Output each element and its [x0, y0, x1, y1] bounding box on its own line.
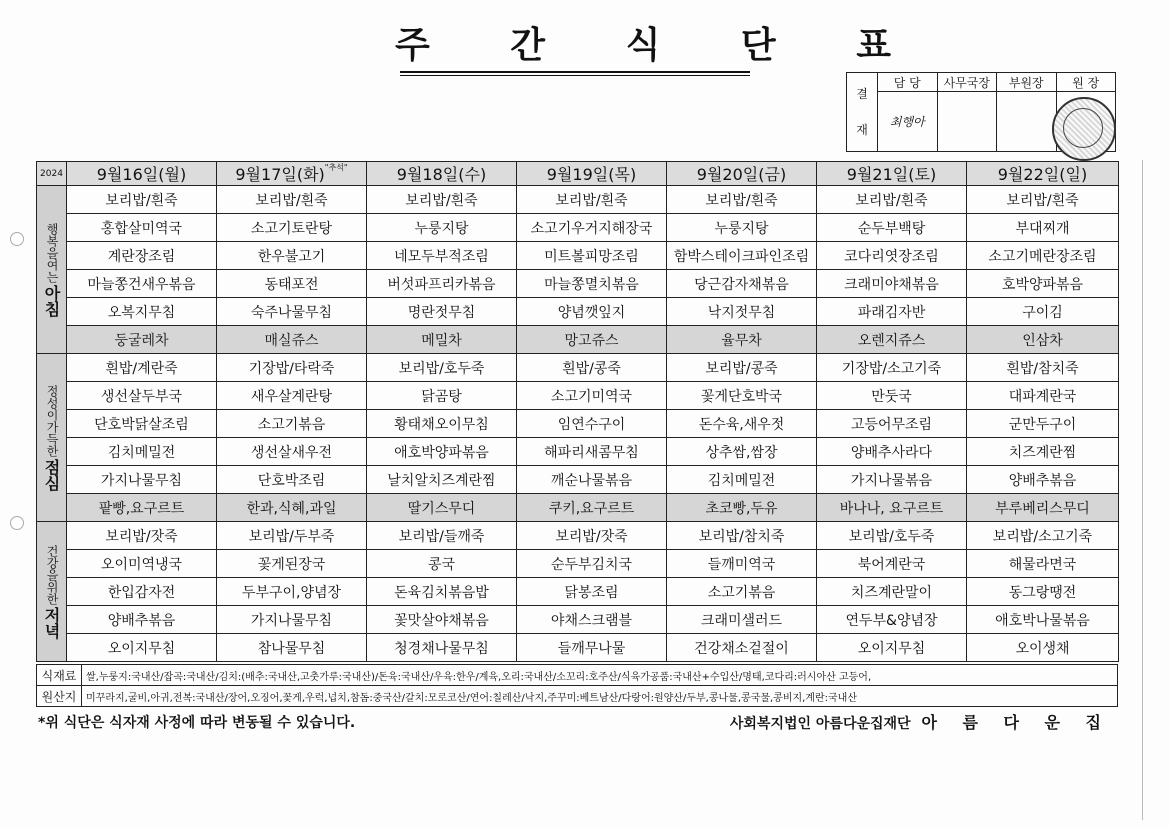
approval-header-vice-director: 부원장: [997, 73, 1057, 92]
menu-cell: 애호박양파볶음: [367, 438, 517, 466]
dinner-row: [37, 550, 1119, 578]
lunch-row: [37, 382, 1119, 410]
menu-cell: 보리밥/잣죽: [67, 522, 217, 550]
lunch-row: [37, 438, 1119, 466]
snack-cell: 한과,식혜,과일: [217, 494, 367, 522]
menu-cell: 숙주나물무침: [217, 298, 367, 326]
menu-cell: 버섯파프리카볶음: [367, 270, 517, 298]
menu-cell: 한입감자전: [67, 578, 217, 606]
menu-cell: 코다리엿장조림: [817, 242, 967, 270]
menu-cell: 양배추볶음: [67, 606, 217, 634]
snack-cell: 초코빵,두유: [667, 494, 817, 522]
menu-cell: 양념깻잎지: [517, 298, 667, 326]
menu-cell: 치즈계란말이: [817, 578, 967, 606]
menu-cell: 보리밥/흰죽: [67, 186, 217, 214]
approval-signature: 최행아: [878, 92, 938, 152]
menu-cell: 미트볼피망조림: [517, 242, 667, 270]
menu-cell: 누룽지탕: [667, 214, 817, 242]
menu-cell: 보리밥/두부죽: [217, 522, 367, 550]
menu-cell: 보리밥/소고기죽: [967, 522, 1119, 550]
lunch-row: [37, 410, 1119, 438]
menu-cell: 네모두부적조림: [367, 242, 517, 270]
menu-cell: 소고기볶음: [217, 410, 367, 438]
meal-label-small: 행복을여는: [45, 222, 59, 283]
menu-cell: 돈육김치볶음밥: [367, 578, 517, 606]
menu-cell: 함박스테이크파인조림: [667, 242, 817, 270]
menu-cell: 양배추사라다: [817, 438, 967, 466]
menu-cell: 보리밥/흰죽: [517, 186, 667, 214]
menu-cell: 명란젓무침: [367, 298, 517, 326]
menu-cell: 보리밥/참치죽: [667, 522, 817, 550]
day-date: 9월17일(화): [235, 165, 325, 184]
menu-cell: 꽃맛살야채볶음: [367, 606, 517, 634]
breakfast-row: [37, 242, 1119, 270]
menu-cell: 호박양파볶음: [967, 270, 1119, 298]
title-underline: [400, 71, 750, 73]
menu-cell: 순두부김치국: [517, 550, 667, 578]
holiday-note: "추석": [324, 163, 348, 172]
menu-cell: 보리밥/잣죽: [517, 522, 667, 550]
day-header: [517, 162, 667, 186]
menu-cell: 부대찌개: [967, 214, 1119, 242]
menu-cell: 군만두구이: [967, 410, 1119, 438]
menu-cell: 당근감자채볶음: [667, 270, 817, 298]
menu-cell: 야채스크램블: [517, 606, 667, 634]
dinner-row: [37, 606, 1119, 634]
menu-cell: 흰밥/콩죽: [517, 354, 667, 382]
origin-line: 쌀,누룽지:국내산/잡곡:국내산/김치:(배추:국내산,고춧가루:국내산)/돈육:국내산/우육:한우/계육,오리:국내산/소꼬리:호주산/식육가공품:국내산+수입산/명태,코다리:러시아산 고등어,: [82, 665, 1118, 686]
day-date: 9월19일(목): [546, 165, 637, 184]
menu-cell: 소고기메란장조림: [967, 242, 1119, 270]
menu-cell: 소고기볶음: [667, 578, 817, 606]
lunch-row: [37, 466, 1119, 494]
day-header: [667, 162, 817, 186]
menu-cell: 새우살계란탕: [217, 382, 367, 410]
menu-cell: 크래미샐러드: [667, 606, 817, 634]
official-seal-icon: [1052, 97, 1116, 161]
menu-cell: 날치알치즈계란찜: [367, 466, 517, 494]
breakfast-row: [37, 186, 1119, 214]
menu-cell: 오이지무침: [817, 634, 967, 662]
menu-cell: 두부구이,양념장: [217, 578, 367, 606]
day-header: [817, 162, 967, 186]
menu-cell: 기장밥/타락죽: [217, 354, 367, 382]
menu-cell: 동태포전: [217, 270, 367, 298]
meal-label-dinner: [37, 522, 67, 662]
menu-cell: 돈수육,새우젓: [667, 410, 817, 438]
menu-cell: 보리밥/흰죽: [967, 186, 1119, 214]
approval-label: [847, 73, 878, 152]
day-header: [967, 162, 1119, 186]
breakfast-row: [37, 270, 1119, 298]
origin-label-origin: 원산지: [37, 686, 82, 707]
menu-cell: 깨순나물볶음: [517, 466, 667, 494]
approval-header-secretary: 사무국장: [937, 73, 997, 92]
menu-cell: 누룽지탕: [367, 214, 517, 242]
drink-cell: 매실쥬스: [217, 326, 367, 354]
menu-cell: 들깨미역국: [667, 550, 817, 578]
menu-cell: 청경채나물무침: [367, 634, 517, 662]
day-date: 9월16일(월): [96, 165, 187, 184]
menu-cell: 가지나물무침: [67, 466, 217, 494]
meal-label-big: 아침: [42, 284, 61, 317]
approval-label-bottom: 재: [856, 123, 868, 137]
meal-label-lunch: [37, 354, 67, 522]
menu-cell: 보리밥/들깨죽: [367, 522, 517, 550]
menu-cell: 김치메밀전: [667, 466, 817, 494]
menu-cell: 해파리새콤무침: [517, 438, 667, 466]
drink-cell: 망고쥬스: [517, 326, 667, 354]
menu-cell: 오이미역냉국: [67, 550, 217, 578]
meal-label-breakfast: [37, 186, 67, 354]
menu-cell: 기장밥/소고기죽: [817, 354, 967, 382]
dinner-row: [37, 634, 1119, 662]
menu-cell: 보리밥/호두죽: [817, 522, 967, 550]
menu-cell: 북어계란국: [817, 550, 967, 578]
day-date: 9월22일(일): [997, 165, 1088, 184]
menu-cell: 보리밥/흰죽: [667, 186, 817, 214]
menu-cell: 보리밥/콩죽: [667, 354, 817, 382]
approval-sign-empty: [937, 92, 997, 152]
approval-header-director: 원 장: [1056, 73, 1116, 92]
hole-top: [10, 232, 24, 246]
menu-cell: 낙지젓무침: [667, 298, 817, 326]
menu-cell: 순두부백탕: [817, 214, 967, 242]
menu-cell: 파래김자반: [817, 298, 967, 326]
menu-cell: 계란장조림: [67, 242, 217, 270]
menu-cell: 만둣국: [817, 382, 967, 410]
menu-cell: 보리밥/흰죽: [367, 186, 517, 214]
menu-cell: 대파계란국: [967, 382, 1119, 410]
weekly-menu-table: [36, 161, 1119, 662]
menu-cell: 흰밥/계란죽: [67, 354, 217, 382]
origin-label-ingredients: 식재료: [37, 665, 82, 686]
menu-cell: 김치메밀전: [67, 438, 217, 466]
menu-cell: 가지나물무침: [217, 606, 367, 634]
breakfast-row: [37, 298, 1119, 326]
drink-cell: 율무차: [667, 326, 817, 354]
day-date: 9월20일(금): [696, 165, 787, 184]
menu-cell: 소고기미역국: [517, 382, 667, 410]
snack-cell: 딸기스무디: [367, 494, 517, 522]
menu-cell: 고등어무조림: [817, 410, 967, 438]
approval-sign-empty: [997, 92, 1057, 152]
menu-cell: 콩국: [367, 550, 517, 578]
menu-cell: 보리밥/호두죽: [367, 354, 517, 382]
menu-cell: 양배추볶음: [967, 466, 1119, 494]
meal-label-small: 정성이가득한: [45, 384, 59, 457]
organization-foundation: 사회복지법인 아름다운집재단: [729, 716, 911, 732]
day-date: 9월21일(토): [846, 165, 937, 184]
menu-cell: 들깨무나물: [517, 634, 667, 662]
menu-cell: 보리밥/흰죽: [217, 186, 367, 214]
approval-label-top: 결: [856, 87, 868, 101]
snack-cell: 바나나, 요구르트: [817, 494, 967, 522]
menu-cell: 단호박닭살조림: [67, 410, 217, 438]
menu-cell: 애호박나물볶음: [967, 606, 1119, 634]
title-underline-thin: [400, 75, 750, 76]
menu-cell: 황태채오이무침: [367, 410, 517, 438]
menu-cell: 소고기토란탕: [217, 214, 367, 242]
menu-cell: 크래미야채볶음: [817, 270, 967, 298]
menu-cell: 생선살두부국: [67, 382, 217, 410]
origin-line: 미꾸라지,굴비,아귀,전복:국내산/장어,오징어,꽃게,우럭,넙치,참돔:중국산/갈치:모로코산/연어:칠레산/낙지,주꾸미:베트남산/다랑어:원양산/두부,콩나물,콩국물,콩비지,계란:국내산: [82, 686, 1118, 707]
menu-cell: 해물라면국: [967, 550, 1119, 578]
organization-home: 아 름 다 운 집: [921, 713, 1111, 732]
day-header: [217, 162, 367, 186]
menu-cell: 단호박조림: [217, 466, 367, 494]
breakfast-drink-row: [37, 326, 1119, 354]
meal-label-small: 건강을위한: [45, 544, 59, 605]
menu-cell: 마늘쫑건새우볶음: [67, 270, 217, 298]
day-header-row: [37, 162, 1119, 186]
menu-cell: 흰밥/참치죽: [967, 354, 1119, 382]
meal-label-big: 점심: [42, 458, 61, 491]
snack-cell: 부루베리스무디: [967, 494, 1119, 522]
menu-cell: 건강채소겉절이: [667, 634, 817, 662]
menu-cell: 오복지무침: [67, 298, 217, 326]
menu-cell: 가지나물볶음: [817, 466, 967, 494]
snack-cell: 팥빵,요구르트: [67, 494, 217, 522]
menu-cell: 닭봉조림: [517, 578, 667, 606]
lunch-snack-row: [37, 494, 1119, 522]
year-cell: 2024: [37, 162, 67, 186]
menu-cell: 구이김: [967, 298, 1119, 326]
hole-bottom: [10, 516, 24, 530]
menu-cell: 임연수구이: [517, 410, 667, 438]
dinner-row: [37, 522, 1119, 550]
menu-cell: 보리밥/흰죽: [817, 186, 967, 214]
approval-header-staff: 담 당: [878, 73, 938, 92]
menu-cell: 상추쌈,쌈장: [667, 438, 817, 466]
ingredient-origin-table: [36, 664, 1118, 707]
menu-cell: 참나물무침: [217, 634, 367, 662]
drink-cell: 인삼차: [967, 326, 1119, 354]
menu-cell: 한우불고기: [217, 242, 367, 270]
menu-cell: 생선살새우전: [217, 438, 367, 466]
drink-cell: 오렌지쥬스: [817, 326, 967, 354]
menu-cell: 오이지무침: [67, 634, 217, 662]
menu-cell: 마늘쫑멸치볶음: [517, 270, 667, 298]
meal-label-big: 저녁: [42, 606, 61, 639]
page-title: 주 간 식 단 표: [395, 25, 926, 66]
organization-name: [730, 710, 1111, 733]
breakfast-row: [37, 214, 1119, 242]
drink-cell: 둥굴레차: [67, 326, 217, 354]
day-header: [67, 162, 217, 186]
drink-cell: 메밀차: [367, 326, 517, 354]
snack-cell: 쿠키,요구르트: [517, 494, 667, 522]
menu-cell: 연두부&양념장: [817, 606, 967, 634]
page-edge-line: [1142, 160, 1143, 820]
menu-cell: 소고기우거지해장국: [517, 214, 667, 242]
menu-cell: 닭곰탕: [367, 382, 517, 410]
menu-cell: 꽃게단호박국: [667, 382, 817, 410]
menu-cell: 동그랑땡전: [967, 578, 1119, 606]
dinner-row: [37, 578, 1119, 606]
day-date: 9월18일(수): [396, 165, 487, 184]
lunch-row: [37, 354, 1119, 382]
menu-cell: 치즈계란찜: [967, 438, 1119, 466]
menu-cell: 꽃게된장국: [217, 550, 367, 578]
menu-cell: 오이생채: [967, 634, 1119, 662]
menu-cell: 홍합살미역국: [67, 214, 217, 242]
menu-change-notice: *위 식단은 식자재 사정에 따라 변동될 수 있습니다.: [38, 715, 356, 731]
day-header: [367, 162, 517, 186]
